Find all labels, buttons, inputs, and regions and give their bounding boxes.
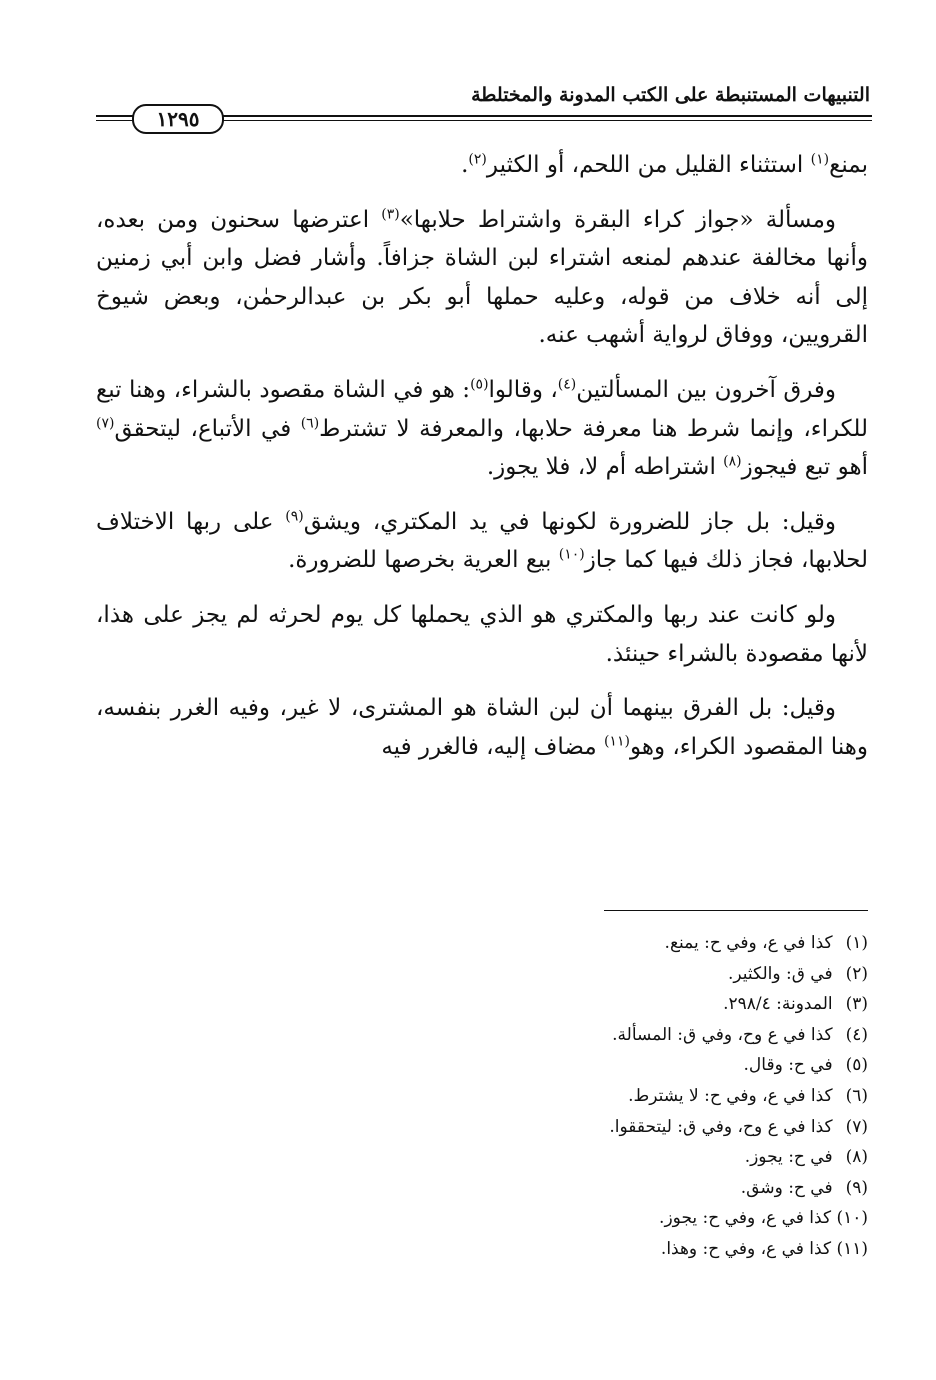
text-run: وقيل: بل جاز للضرورة لكونها في يد المكتري، ويشق <box>303 508 836 535</box>
text-run: اعترضها سحنون ومن بعده، وأنها مخالفة عندهم لمنعه اشتراء لبن الشاة جزافاً. وأشار فضل وابن أبي زمنين إلى أنه خلاف من قوله، وعليه حملها أبو بكر بن عبدالرحمٰن، وبعض شيوخ القرويين، ووفاق لرواية أشهب عنه. <box>96 206 868 349</box>
footnote-marker: (٦) <box>300 414 320 431</box>
footnote-item <box>420 1112 868 1143</box>
footnote-item <box>420 1234 868 1265</box>
text-run: مضاف إليه، فالغرر فيه <box>381 733 604 760</box>
text-run: في الأتباع، ليتحقق <box>114 415 301 442</box>
footnote-marker: (٩) <box>285 508 304 525</box>
footnote-number: (٦) <box>845 1085 868 1106</box>
footnotes <box>420 928 868 1265</box>
text-run: وفرق آخرون بين المسألتين <box>576 376 837 403</box>
footnote-number: (٨) <box>845 1147 868 1168</box>
paragraph <box>96 596 868 673</box>
footnote-number: (١٠) <box>836 1208 868 1229</box>
footnote-number: (٣) <box>845 994 868 1015</box>
text-run: . <box>461 152 469 178</box>
footnote-text: في ح: وقال. <box>743 1055 833 1076</box>
paragraph <box>96 371 868 487</box>
footnote-text: في ح: وشق. <box>740 1177 833 1198</box>
footnote-separator <box>604 910 868 911</box>
footnote-marker: (٢) <box>468 151 487 168</box>
footnote-marker: (١٠) <box>558 546 585 563</box>
footnote-number: (٤) <box>845 1024 868 1045</box>
footnote-item <box>420 1081 868 1112</box>
footnote-marker: (٧) <box>96 414 115 431</box>
text-run: اشتراطه أم لا، فلا يجوز. <box>486 454 724 481</box>
footnote-number: (٥) <box>845 1055 868 1076</box>
text-run: بمنع <box>829 152 868 178</box>
text-run: وقيل: بل الفرق بينهما أن لبن الشاة هو المشترى، لا غير، وفيه الغرر بنفسه، وهنا المقصود الكراء، وهو <box>96 695 868 760</box>
text-run: أهو تبع فيجوز <box>741 454 868 481</box>
footnote-marker: (٣) <box>381 205 400 222</box>
footnote-number: (٢) <box>845 963 868 984</box>
footnote-text: في ق: والكثير. <box>728 963 833 984</box>
page-number: ١٢٩٥ <box>132 104 224 134</box>
footnote-item <box>420 959 868 990</box>
footnote-number: (١) <box>845 933 868 953</box>
footnote-item <box>420 1173 868 1204</box>
footnote-item <box>420 1203 868 1234</box>
footnote-text: كذا في ع، وفي ح: وهذا. <box>660 1238 832 1259</box>
footnote-number: (٧) <box>845 1116 868 1137</box>
footnote-marker: (٤) <box>557 376 577 393</box>
footnote-text: كذا في ع، وفي ح: يمنع. <box>664 933 833 953</box>
footnote-text: في ح: يجوز. <box>744 1147 833 1168</box>
footnote-text: المدونة: ٢٩٨/٤. <box>723 994 833 1015</box>
footnote-marker: (٨) <box>723 453 742 470</box>
footnote-item <box>420 1020 868 1051</box>
footnote-text: كذا في ع، وفي ح: يجوز. <box>659 1208 832 1229</box>
footnote-text: كذا في ع وح، وفي ق: ليتحققوا. <box>609 1116 833 1137</box>
text-run: ، وقالوا <box>488 376 558 403</box>
footnote-marker: (١١) <box>603 733 630 750</box>
text-run: على ربها الاختلاف لحلابها، فجاز ذلك فيها كما جاز <box>96 508 868 574</box>
footnote-item <box>420 1142 868 1173</box>
text-run: ولو كانت عند ربها والمكتري هو الذي يحملها كل يوم لحرثه لم يجز على هذا، لأنها مقصودة بالشراء حينئذ. <box>96 601 868 667</box>
footnote-text: كذا في ع، وفي ح: لا يشترط. <box>628 1085 833 1106</box>
text-run: استثناء القليل من اللحم، أو الكثير <box>486 152 811 178</box>
paragraph <box>96 689 868 766</box>
footnote-text: كذا في ع وح، وفي ق: المسألة. <box>612 1024 833 1045</box>
paragraph <box>96 503 868 580</box>
footnote-number: (٩) <box>845 1177 868 1198</box>
paragraph <box>96 201 868 355</box>
footnote-item <box>420 928 868 959</box>
running-header <box>96 80 872 132</box>
footnote-number: (١١) <box>836 1238 868 1259</box>
footnote-marker: (٥) <box>470 376 489 393</box>
footnote-item <box>420 989 868 1020</box>
text-run: بيع العرية بخرصها للضرورة. <box>288 547 559 574</box>
book-title: التنبيهات المستنبطة على الكتب المدونة والمختلطة <box>471 84 870 106</box>
text-run: ومسألة «جواز كراء البقرة واشتراط حلابها» <box>399 206 837 233</box>
main-text <box>96 146 868 782</box>
footnote-item <box>420 1050 868 1081</box>
paragraph <box>96 146 868 185</box>
text-run: : هو في الشاة مقصود بالشراء، وهنا تبع للكراء، وإنما شرط هنا معرفة حلابها، والمعرفة لا تشترط <box>96 376 868 442</box>
footnote-marker: (١) <box>810 151 830 168</box>
